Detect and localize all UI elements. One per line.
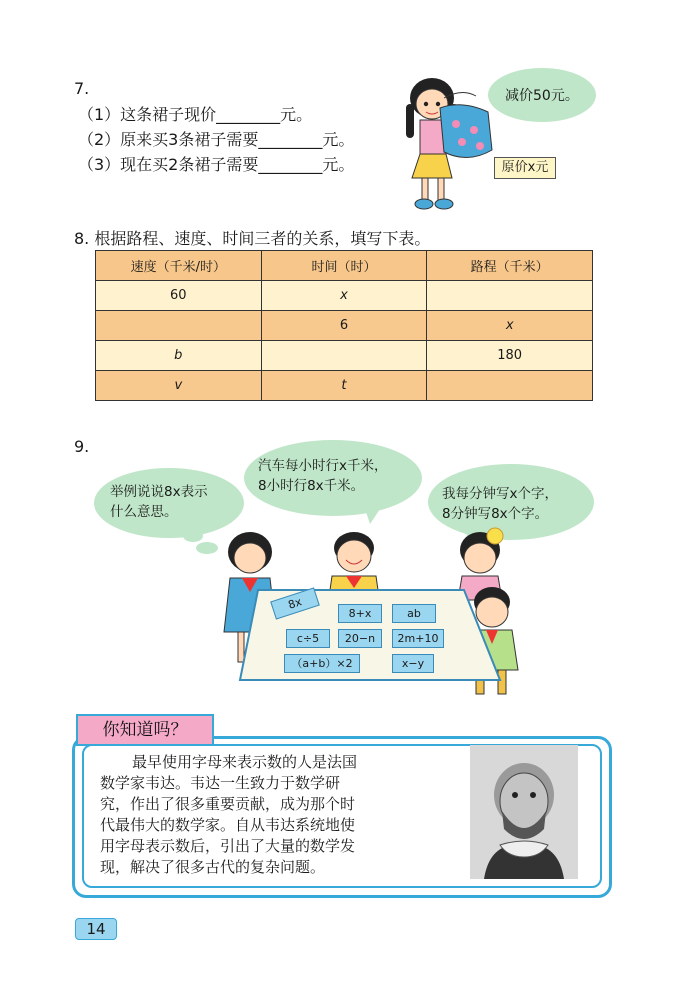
middle-bubble-line-1: 汽车每小时行x千米， [258,458,388,474]
question-7-number: 7. [74,79,90,98]
expression-card: x−y [392,654,434,673]
question-7-line-2: （2）原来买3条裙子需要________元。 [78,130,355,149]
expression-card: 20−n [338,629,382,648]
paragraph-line: 用字母表示数后，引出了大量的数学发 [100,837,356,855]
paragraph-line: 代最伟大的数学家。自从韦达系统地使 [100,816,356,834]
paragraph-line: 最早使用字母来表示数的人是法国 [132,753,358,771]
expression-card: 8+x [338,604,382,623]
expression-card: （a+b）×2 [284,654,360,673]
table-cell [427,281,593,311]
question-7-line-1: （1）这条裙子现价________元。 [78,105,313,124]
table-cell [96,311,262,341]
expression-card: 2m+10 [392,629,444,648]
speed-time-distance-table [95,250,593,401]
paragraph-line: 数学家韦达。韦达一生致力于数学研 [100,774,341,792]
table-row [96,311,593,341]
header-speed: 速度（千米/时） [96,251,262,281]
viete-portrait-image [470,745,578,879]
table-row [96,371,593,401]
table-cell: 180 [427,341,593,371]
table-cell [261,341,427,371]
did-you-know-text [100,752,450,878]
table-row [96,341,593,371]
left-bubble-line-1: 举例说说8x表示 [110,484,208,500]
question-7-line-3: （3）现在买2条裙子需要________元。 [78,155,355,174]
table-cell: x [261,281,427,311]
table-header-row [96,251,593,281]
expression-card-8x: 8x [270,587,320,619]
question-9-number: 9. [74,437,90,456]
original-price-tag: 原价x元 [494,157,556,179]
did-you-know-title: 你知道吗？ [76,714,214,746]
table-row [96,281,593,311]
paragraph-line: 究，作出了很多重要贡献，成为那个时 [100,795,356,813]
table-cell: x [427,311,593,341]
discount-bubble-text: 减价50元。 [505,88,579,104]
expression-card: ab [392,604,436,623]
paragraph-line: 现，解决了很多古代的复杂问题。 [100,858,326,876]
table-cell: 6 [261,311,427,341]
header-time: 时间（时） [261,251,427,281]
table-cell: 60 [96,281,262,311]
table-cell: t [261,371,427,401]
table-cell: b [96,341,262,371]
expression-card: c÷5 [286,629,330,648]
question-8-title: 8. 根据路程、速度、时间三者的关系，填写下表。 [74,229,431,248]
table-cell: v [96,371,262,401]
bubble-tail-dot [183,530,203,542]
header-distance: 路程（千米） [427,251,593,281]
table-cell [427,371,593,401]
middle-bubble-line-2: 8小时行8x千米。 [258,478,365,494]
left-bubble-line-2: 什么意思。 [110,504,178,520]
right-bubble-line-1: 我每分钟写x个字， [442,486,558,502]
page-number: 14 [75,918,117,940]
right-bubble-line-2: 8分钟写8x个字。 [442,506,549,522]
